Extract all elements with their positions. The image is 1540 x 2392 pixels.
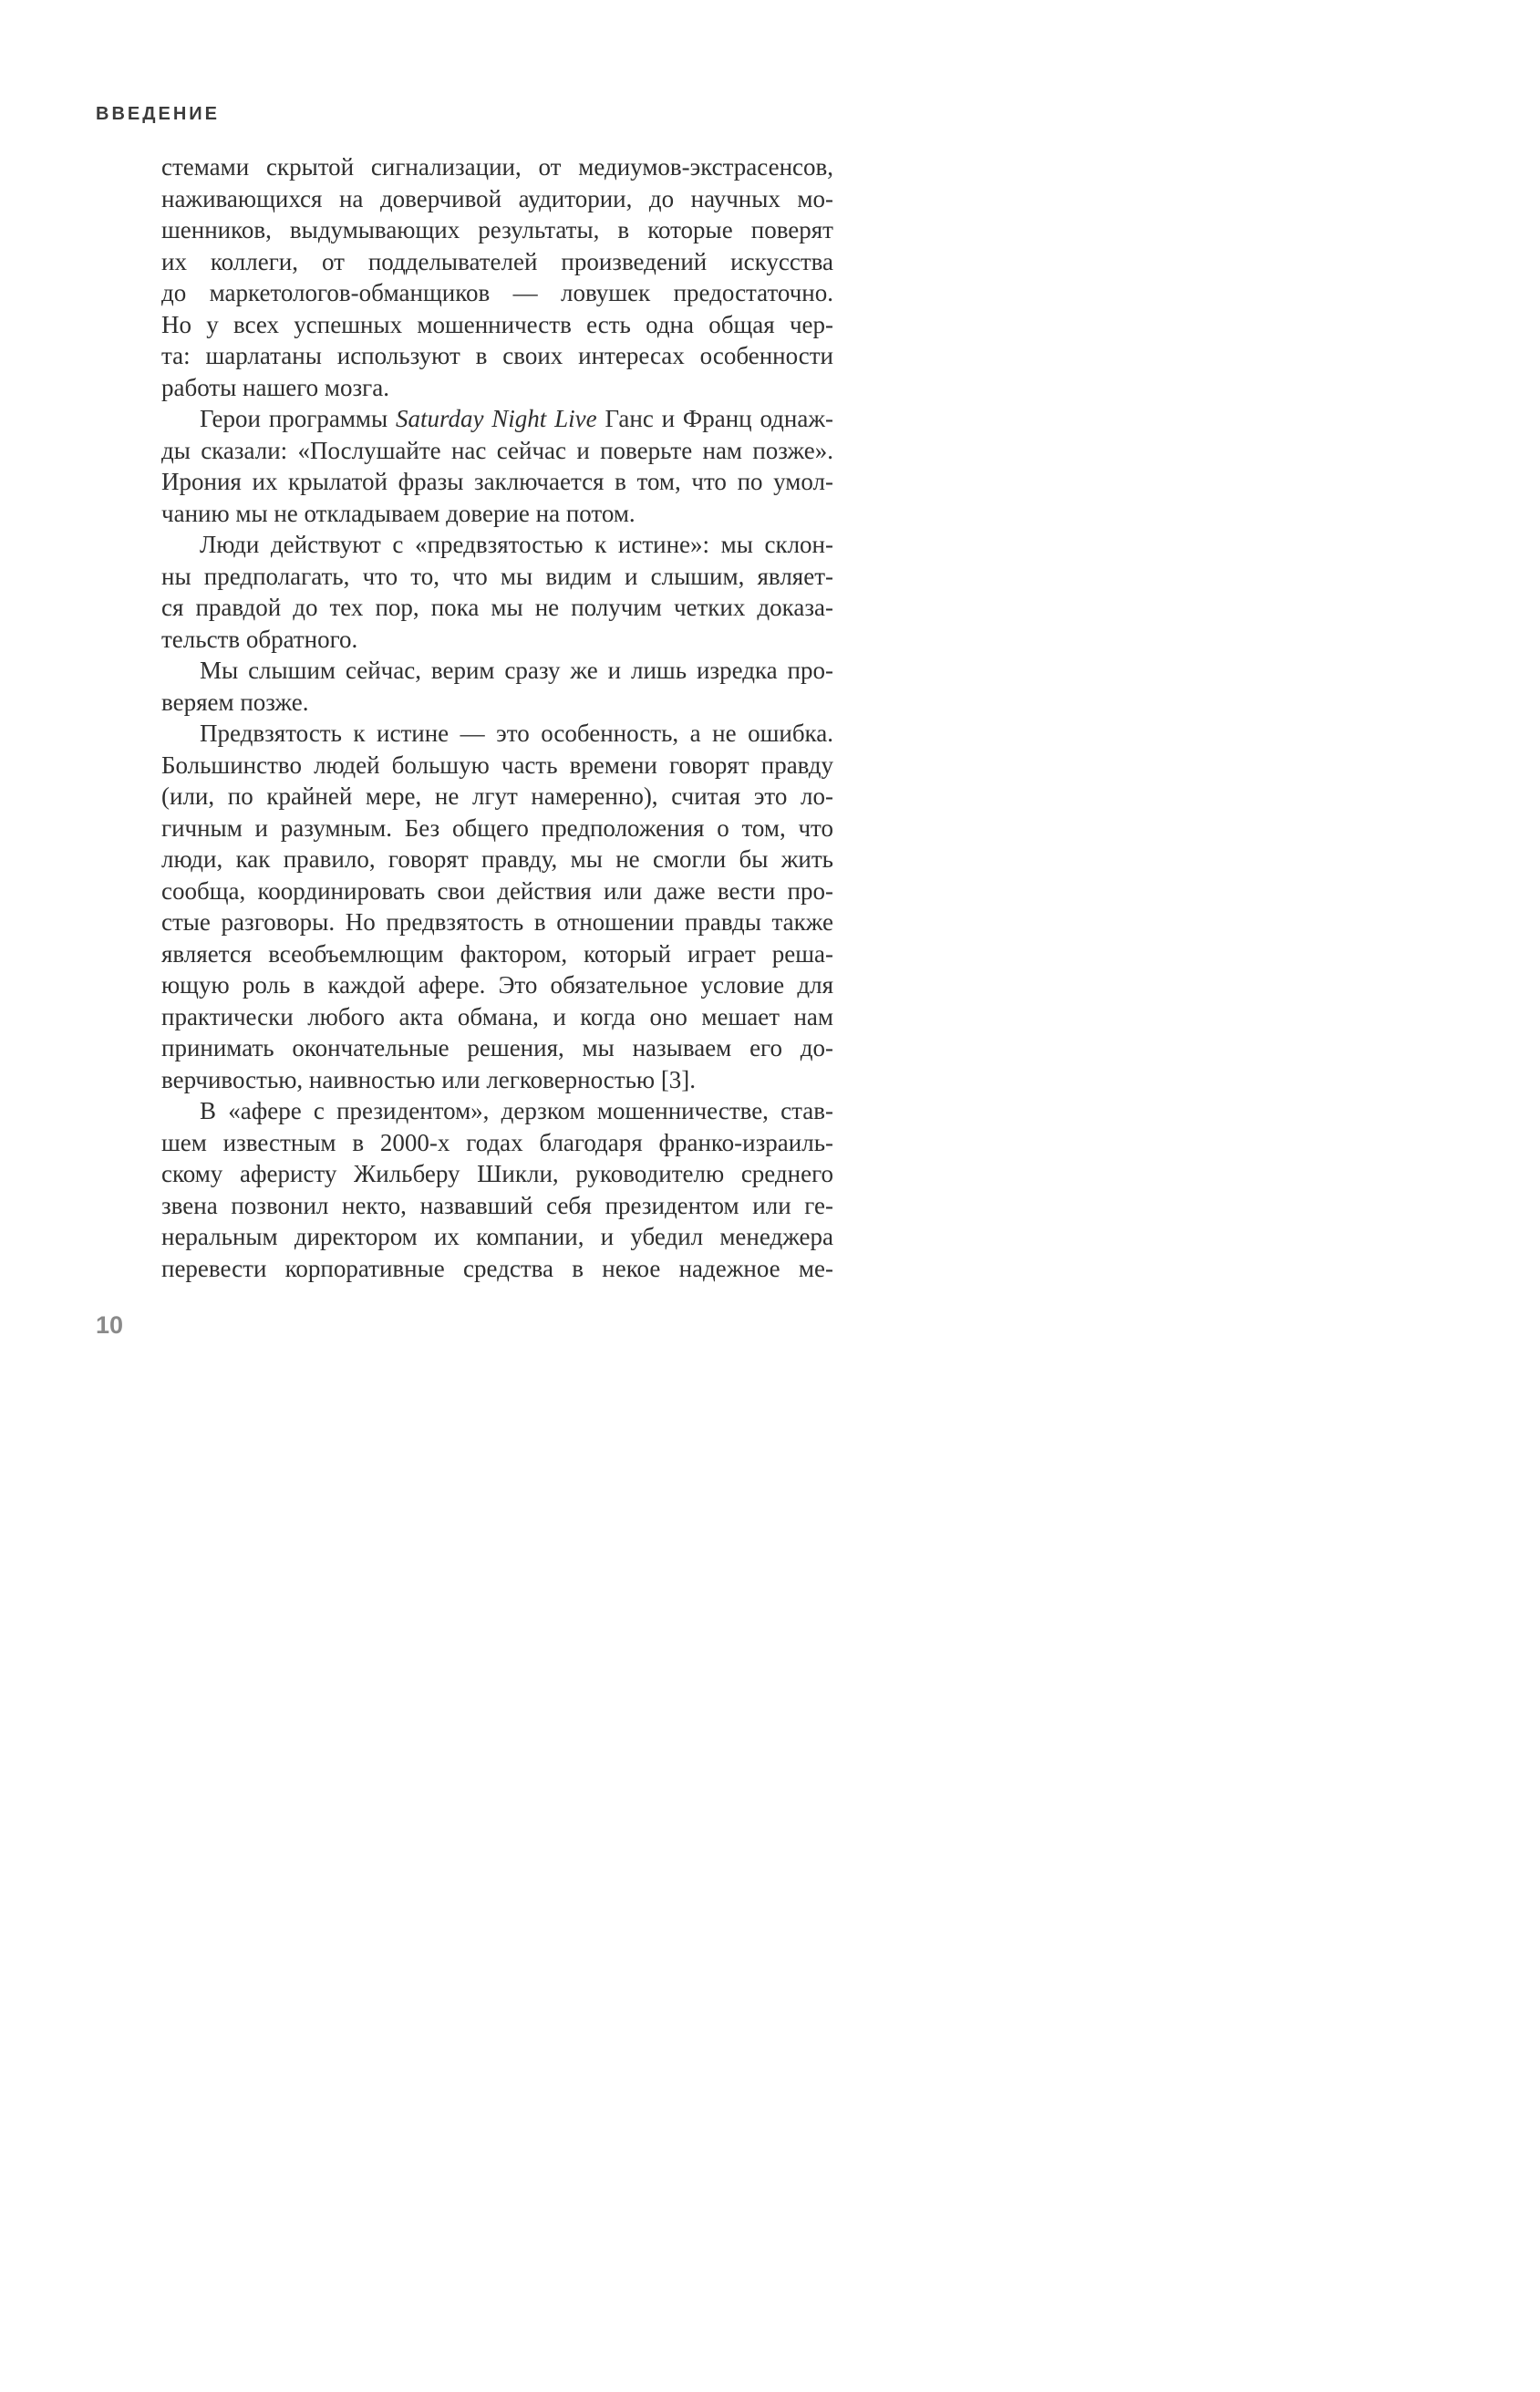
text-segment: тельств обратного. [161, 625, 358, 653]
text-line [161, 498, 833, 530]
text-segment: Предвзятость к истине — это особенность, а не ошибка. [200, 720, 833, 747]
text-segment: сообща, координировать свои действия или даже вести про- [161, 876, 833, 905]
text-line [161, 529, 833, 561]
text-line [161, 750, 833, 782]
text-segment: ны предполагать, что то, что мы видим и слышим, являет- [161, 562, 833, 590]
text-segment: их коллеги, от подделывателей произведений искусства [161, 247, 833, 275]
text-segment: Но у всех успешных мошенничеств есть одна общая чер- [161, 310, 833, 338]
text-line [161, 561, 833, 593]
text-line [161, 435, 833, 467]
paragraph [161, 403, 833, 529]
text-segment: наживающихся на доверчивой аудитории, до научных мо- [161, 184, 833, 212]
text-segment: Герои программы [200, 405, 396, 432]
text-line [161, 1190, 833, 1222]
text-segment: практически любого акта обмана, и когда оно мешает нам [161, 1002, 833, 1030]
text-line [161, 403, 833, 435]
paragraph [161, 1095, 833, 1284]
text-block [161, 151, 833, 1284]
text-segment: работы нашего мозга. [161, 373, 389, 401]
text-line [161, 938, 833, 970]
text-line [161, 1095, 833, 1127]
text-line [161, 1127, 833, 1159]
text-segment: Мы слышим сейчас, верим сразу же и лишь изредка про- [200, 657, 833, 684]
text-segment: та: шарлатаны используют в своих интересах особенности [161, 342, 833, 369]
text-segment: Люди действуют с «предвзятостью к истине»: мы склон- [200, 531, 833, 558]
text-line [161, 875, 833, 907]
paragraph [161, 529, 833, 655]
paragraph [161, 718, 833, 1095]
paragraph [161, 655, 833, 718]
text-segment: Ирония их крылатой фразы заключается в том, что по умол- [161, 468, 833, 495]
text-line [161, 309, 833, 341]
text-segment: чанию мы не откладываем доверие на потом. [161, 499, 636, 527]
text-segment: до маркетологов-обманщиков — ловушек предостаточно. [161, 279, 833, 306]
text-segment: верчивостью, наивностью или легковерностью [3]. [161, 1065, 697, 1093]
running-head: ВВЕДЕНИЕ [96, 104, 220, 124]
text-line [161, 624, 833, 656]
text-segment: ды сказали: «Послушайте нас сейчас и поверьте нам позже». [161, 436, 833, 464]
text-segment: Ганс и Франц однаж- [596, 405, 833, 432]
text-line [161, 718, 833, 750]
text-line [161, 655, 833, 687]
text-line [161, 151, 833, 183]
text-line [161, 969, 833, 1001]
text-segment: звена позвонил некто, назвавший себя президентом или ге- [161, 1191, 833, 1219]
text-line [161, 1253, 833, 1285]
text-segment: В «афере с президентом», дерзком мошенничестве, став- [200, 1097, 833, 1124]
text-line [161, 687, 833, 719]
text-segment: ющую роль в каждой афере. Это обязательное условие для [161, 971, 833, 999]
text-line [161, 781, 833, 813]
text-line [161, 844, 833, 875]
text-line [161, 246, 833, 278]
text-line [161, 277, 833, 309]
text-line [161, 592, 833, 624]
text-line [161, 1001, 833, 1033]
text-line [161, 466, 833, 498]
text-segment: стые разговоры. Но предвзятость в отношении правды также [161, 908, 833, 936]
text-segment: гичным и разумным. Без общего предположения о том, что [161, 813, 833, 842]
text-line [161, 340, 833, 372]
text-line [161, 1221, 833, 1253]
text-segment: (или, по крайней мере, не лгут намеренно), считая это ло- [161, 782, 833, 810]
text-line [161, 183, 833, 215]
text-line [161, 906, 833, 938]
text-line [161, 1064, 833, 1096]
text-segment: шенников, выдумывающих результаты, в которые поверят [161, 216, 833, 243]
italic-text: Saturday Night Live [395, 405, 597, 432]
text-line [161, 372, 833, 404]
text-segment: веряем позже. [161, 688, 309, 716]
text-line [161, 214, 833, 246]
text-line [161, 813, 833, 844]
text-line [161, 1158, 833, 1190]
text-segment: ся правдой до тех пор, пока мы не получим четких доказа- [161, 594, 833, 621]
text-segment: стемами скрытой сигнализации, от медиумов-экстрасенсов, [161, 153, 833, 181]
text-segment: является всеобъемлющим фактором, который играет реша- [161, 939, 833, 968]
text-segment: скому аферисту Жильберу Шикли, руководителю среднего [161, 1160, 833, 1187]
text-segment: люди, как правило, говорят правду, мы не смогли бы жить [161, 845, 833, 873]
text-segment: перевести корпоративные средства в некое надежное ме- [161, 1254, 833, 1282]
text-segment: неральным директором их компании, и убедил менеджера [161, 1223, 833, 1250]
text-segment: принимать окончательные решения, мы называем его до- [161, 1034, 833, 1061]
text-segment: Большинство людей большую часть времени говорят правду [161, 751, 833, 779]
text-segment: шем известным в 2000-х годах благодаря франко-израиль- [161, 1128, 833, 1156]
page-number: 10 [96, 1311, 124, 1339]
text-line [161, 1032, 833, 1064]
paragraph [161, 151, 833, 403]
